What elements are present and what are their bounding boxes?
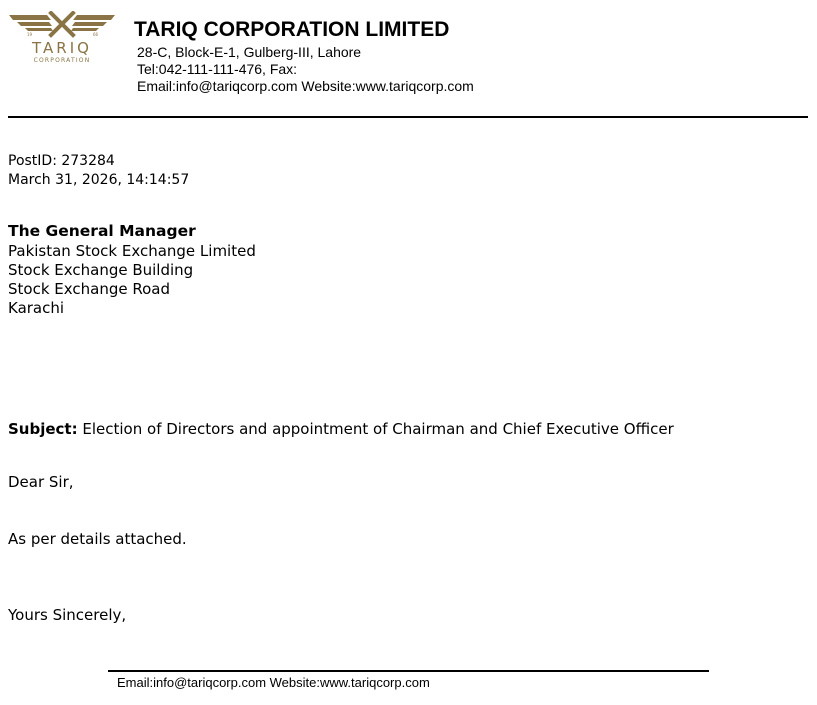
recipient-title: The General Manager	[8, 222, 196, 240]
salutation: Dear Sir,	[8, 473, 74, 491]
recipient-line: Pakistan Stock Exchange Limited	[8, 242, 256, 260]
post-id: PostID: 273284	[8, 153, 115, 169]
logo-year-left: 19	[27, 32, 33, 37]
company-logo	[7, 11, 117, 67]
recipient-line: Karachi	[8, 299, 65, 317]
recipient-line: Stock Exchange Building	[8, 261, 194, 279]
company-name: TARIQ CORPORATION LIMITED	[134, 18, 450, 41]
footer-divider	[108, 670, 709, 672]
logo-year-right: 66	[93, 32, 99, 37]
subject-line	[8, 420, 674, 439]
company-contact: Email:info@tariqcorp.com Website:www.tariqcorp.com	[137, 78, 474, 94]
header-divider	[8, 116, 808, 118]
company-tel-fax: Tel:042-111-111-476, Fax:	[137, 61, 298, 77]
logo-wordmark: TARIQ	[32, 39, 92, 57]
logo-tagline: CORPORATION	[33, 57, 91, 64]
company-address: 28-C, Block-E-1, Gulberg-III, Lahore	[137, 44, 362, 60]
tariq-emblem	[7, 11, 117, 67]
subject-text: Election of Directors and appointment of Chairman and Chief Executive Officer	[82, 420, 674, 438]
post-datetime: March 31, 2026, 14:14:57	[8, 172, 190, 188]
recipient-line: Stock Exchange Road	[8, 280, 170, 298]
closing: Yours Sincerely,	[8, 606, 127, 624]
letter-body: As per details attached.	[8, 530, 187, 548]
footer-contact: Email:info@tariqcorp.com Website:www.tariqcorp.com	[117, 675, 430, 690]
subject-label: Subject:	[8, 420, 78, 438]
